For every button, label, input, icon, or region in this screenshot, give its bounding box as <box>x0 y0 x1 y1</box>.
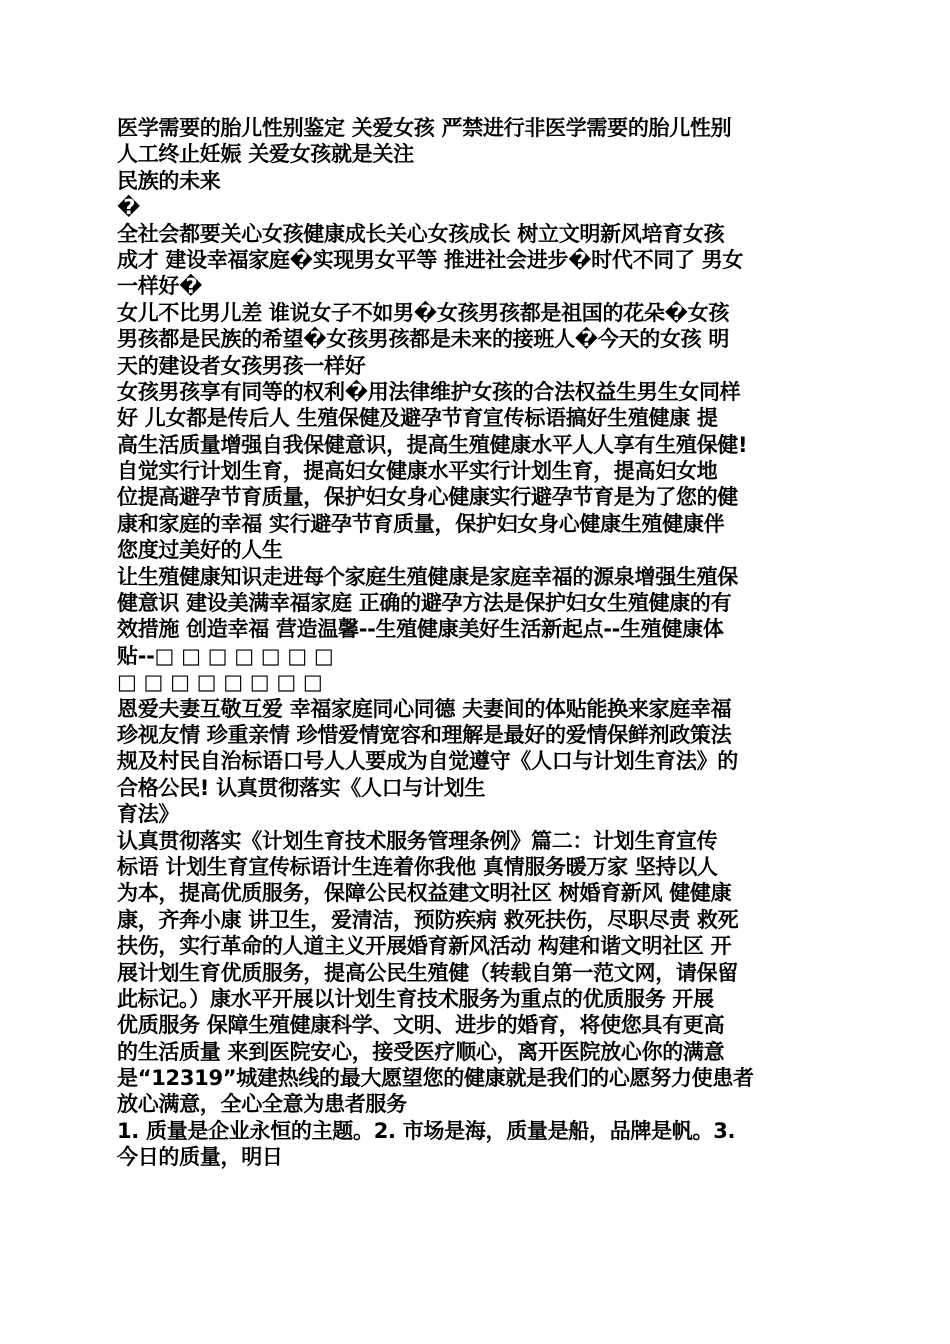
text-line: 贴--□ □ □ □ □ □ □ <box>117 643 334 668</box>
text-line: 一样好� <box>117 274 203 299</box>
text-line: 扶伤，实行革命的人道主义开展婚育新风活动 构建和谐文明社区 开 <box>117 934 732 959</box>
text-line: 今日的质量，明日 <box>117 1145 283 1170</box>
text-line: 人工终止妊娠 关爱女孩就是关注 <box>117 142 414 167</box>
text-line: 是“12319”城建热线的最大愿望您的健康就是我们的心愿努力使患者 <box>117 1066 754 1091</box>
text-line: 自觉实行计划生育，提高妇女健康水平实行计划生育，提高妇女地 <box>117 459 718 484</box>
text-line: 位提高避孕节育质量，保护妇女身心健康实行避孕节育是为了您的健 <box>117 485 738 510</box>
text-line: 全社会都要关心女孩健康成长关心女孩成长 树立文明新风培育女孩 <box>117 221 725 246</box>
text-line: 健意识 建设美满幸福家庭 正确的避孕方法是保护妇女生殖健康的有 <box>117 591 732 616</box>
text-line: 此标记。）康水平开展以计划生育技术服务为重点的优质服务 开展 <box>117 986 714 1011</box>
text-line: � <box>117 195 141 220</box>
text-line: 高生活质量增强自我保健意识，提高生殖健康水平人人享有生殖保健! <box>117 432 748 457</box>
text-line: 合格公民! 认真贯彻落实《人口与计划生 <box>117 775 486 800</box>
text-line: 民族的未来 <box>117 168 221 193</box>
text-line: 让生殖健康知识走进每个家庭生殖健康是家庭幸福的源泉增强生殖保 <box>117 564 738 589</box>
text-line: 男孩都是民族的希望�女孩男孩都是未来的接班人�今天的女孩 明 <box>117 327 730 352</box>
text-line: 女孩男孩享有同等的权利�用法律维护女孩的合法权益生男生女同样 <box>117 379 741 404</box>
text-line: 珍视友情 珍重亲情 珍惜爱情宽容和理解是最好的爱情保鲜剂政策法 <box>117 722 732 747</box>
text-line: 康和家庭的幸福 实行避孕节育质量，保护妇女身心健康生殖健康伴 <box>117 511 725 536</box>
text-line: 女儿不比男儿差 谁说女子不如男�女孩男孩都是祖国的花朵�女孩 <box>117 300 730 325</box>
text-line: 认真贯彻落实《计划生育技术服务管理条例》篇二：计划生育宣传 <box>117 828 718 853</box>
text-line: 好 儿女都是传后人 生殖保健及避孕节育宣传标语搞好生殖健康 提 <box>117 406 718 431</box>
text-line: 康，齐奔小康 讲卫生，爱清洁，预防疾病 救死扶伤，尽职尽责 救死 <box>117 907 739 932</box>
document-body <box>117 115 852 1171</box>
text-line: 放心满意，全心全意为患者服务 <box>117 1092 407 1117</box>
text-line: 您度过美好的人生 <box>117 538 283 563</box>
text-line: □ □ □ □ □ □ □ □ <box>117 670 323 695</box>
text-line: 标语 计划生育宣传标语计生连着你我他 真情服务暖万家 坚持以人 <box>117 854 718 879</box>
text-line: 展计划生育优质服务，提高公民生殖健（转载自第一范文网，请保留 <box>117 960 738 985</box>
text-line: 1. 质量是企业永恒的主题。2. 市场是海，质量是船，品牌是帆。3. <box>117 1118 736 1143</box>
text-line: 效措施 创造幸福 营造温馨--生殖健康美好生活新起点--生殖健康体 <box>117 617 724 642</box>
text-line: 规及村民自治标语口号人人要成为自觉遵守《人口与计划生育法》的 <box>117 749 738 774</box>
text-line: 医学需要的胎儿性别鉴定 关爱女孩 严禁进行非医学需要的胎儿性别 <box>117 116 732 140</box>
text-line: 育法》 <box>117 802 180 827</box>
text-line: 优质服务 保障生殖健康科学、文明、进步的婚育，将使您具有更高 <box>117 1013 725 1038</box>
text-line: 恩爱夫妻互敬互爱 幸福家庭同心同德 夫妻间的体贴能换来家庭幸福 <box>117 696 732 721</box>
text-line: 成才 建设幸福家庭�实现男女平等 推进社会进步�时代不同了 男女 <box>117 247 744 272</box>
text-line: 的生活质量 来到医院安心，接受医疗顺心，离开医院放心你的满意 <box>117 1039 725 1064</box>
text-line: 天的建设者女孩男孩一样好 <box>117 353 366 378</box>
text-line: 为本，提高优质服务，保障公民权益建文明社区 树婚育新风 健健康 <box>117 881 732 906</box>
